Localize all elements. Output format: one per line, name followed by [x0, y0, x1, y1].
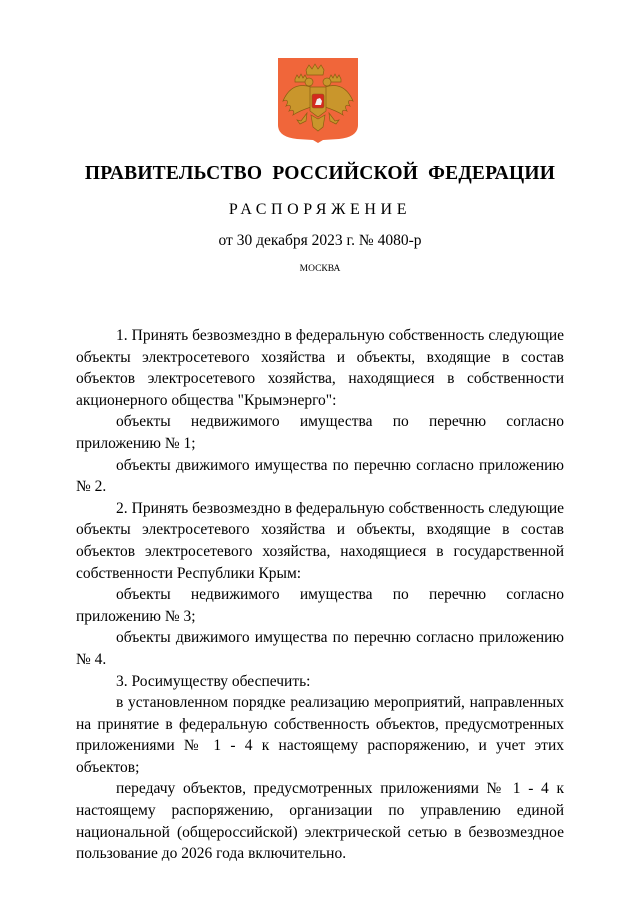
- paragraph-2-item-1: объекты недвижимого имущества по перечню согласно приложению № 3;: [76, 586, 564, 625]
- paragraph-3: 3. Росимуществу обеспечить:: [116, 672, 311, 690]
- document-city: МОСКВА: [299, 264, 341, 274]
- russian-coat-of-arms-icon: [277, 57, 359, 143]
- document-type: РАСПОРЯЖЕНИЕ: [228, 201, 412, 218]
- document-date-number: от 30 декабря 2023 г. № 4080-р: [218, 232, 422, 249]
- paragraph-2-item-2: объекты движимого имущества по перечню согласно приложению № 4.: [76, 629, 564, 668]
- paragraph-1-item-2: объекты движимого имущества по перечню согласно приложению № 2.: [76, 456, 564, 496]
- paragraph-2: 2. Принять безвозмездно в федеральную собственность следующие объекты электросетевого хозяйства и объекты, входящие в состав объектов электросетевого хозяйства, находящиеся в государственной собственности Республики Крым:: [76, 499, 564, 582]
- document-title: ПРАВИТЕЛЬСТВО РОССИЙСКОЙ ФЕДЕРАЦИИ: [84, 163, 556, 184]
- paragraph-1: 1. Принять безвозмездно в федеральную собственность следующие объекты электросетевого хозяйства и объекты, входящие в состав объектов электросетевого хозяйства, находящиеся в собственности акционерного общества "Крымэнерго":: [76, 327, 564, 409]
- paragraph-1-item-1: объекты недвижимого имущества по перечню согласно приложению № 1;: [76, 413, 564, 452]
- paragraph-3-item-2: передачу объектов, предусмотренных приложениями № 1 - 4 к настоящему распоряжению, организации по управлению единой национальной (общероссийской) электрической сетью в безвозмездное пользование до 2026 года включительно.: [76, 780, 564, 863]
- document-body: [76, 325, 564, 865]
- paragraph-3-item-1: в установленном порядке реализацию мероприятий, направленных на принятие в федеральную собственность объектов, предусмотренных приложениями № 1 - 4 к настоящему распоряжению, и учет этих объектов;: [76, 694, 564, 776]
